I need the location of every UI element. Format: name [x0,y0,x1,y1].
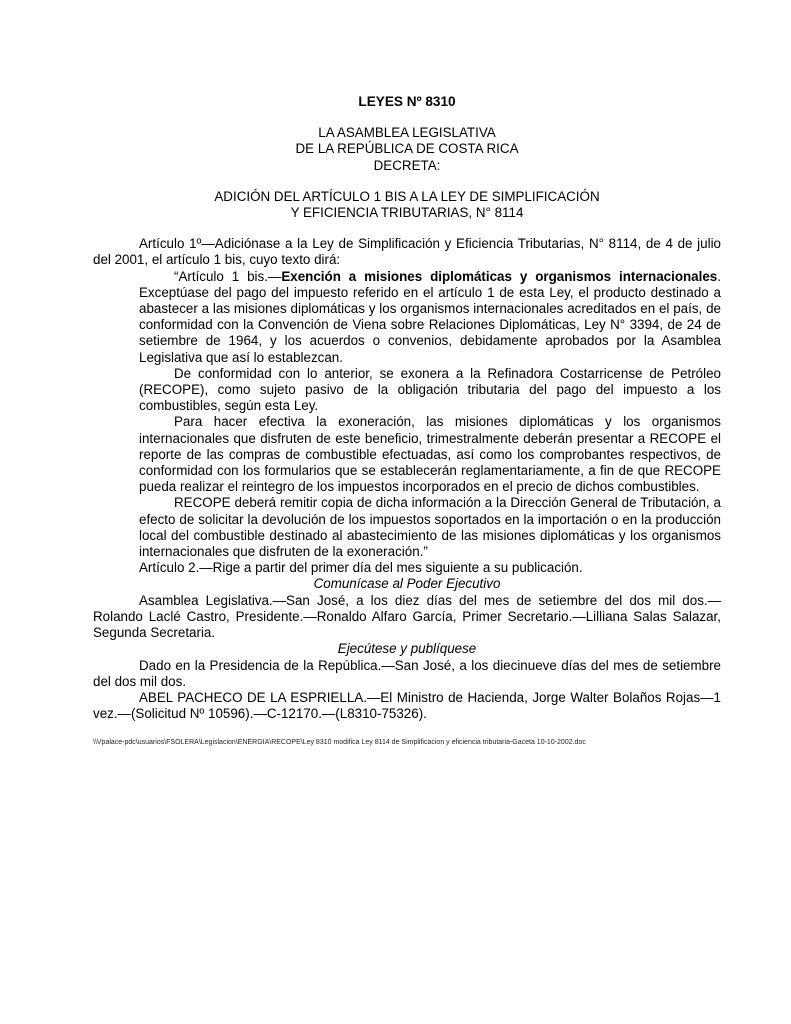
quote-paragraph-2: De conformidad con lo anterior, se exonera a la Refinadora Costarricense de Petróleo (RECOPE), como sujeto pasivo de la obligación tributaria del pago del impuesto a los combustibles, según esta Ley. [139,365,721,414]
article-1-intro: Artículo 1º—Adiciónase a la Ley de Simplificación y Eficiencia Tributarias, N° 8114, de 4 de julio del 2001, el artículo 1 bis, cuyo texto dirá: [93,236,721,268]
quote-paragraph-1 [139,269,721,366]
executive-signature: ABEL PACHECO DE LA ESPRIELLA.—El Ministro de Hacienda, Jorge Walter Bolaños Rojas—1 vez.—(Solicitud Nº 10596).—C-12170.—(L8310-75326). [93,689,721,722]
file-path-footer: \\Vpalace-pdc\usuarios\FSOLERA\Legislacion\ENERGIA\RECOPE\Ley 8310 modifica Ley 8114 de Simplificacion y eficiencia tributaria-Gaceta 10-10-2002.doc [93,739,586,747]
article-1-bis-quote [139,269,721,561]
header-line-3: DECRETA: [373,157,441,173]
quote-paragraph-3: Para hacer efectiva la exoneración, las misiones diplomáticas y los organismos internacionales que disfruten de este beneficio, trimestralmente deberán presentar a RECOPE el reporte de las compras de combustible efectuadas, así como los comprobantes respectivos, de conformidad con los formularios que se establecerán reglamentariamente, a fin de que RECOPE pueda realizar el reintegro de los impuestos incorporados en el precio de dichos combustibles. [139,414,721,495]
document-page [93,94,721,747]
quote-lead: “Artículo 1 bis.— [174,268,282,284]
quote-p1-rest: . Exceptúase del pago del impuesto referido en el artículo 1 de esta Ley, el producto destinado a abastecer a las misiones diplomáticas y los organismos internacionales acreditados en el país, de conformidad con la Convención de Viena sobre Relaciones Diplomáticas, Ley N° 3394, de 24 de setiembre de 1964, y los acuerdos o convenios, debidamente aprobados por la Asamblea Legislativa que así lo establezcan. [139,268,721,365]
subject-line-2: Y EFICIENCIA TRIBUTARIAS, N° 8114 [290,205,524,221]
quote-bold-heading: Exención a misiones diplomáticas y organismos internacionales [281,268,718,284]
ejecutese-line: Ejecútese y publíquese [337,641,477,657]
subject-line-1: ADICIÓN DEL ARTÍCULO 1 BIS A LA LEY DE SIMPLIFICACIÓN [214,188,600,204]
enacting-authority [93,125,721,174]
header-line-1: LA ASAMBLEA LEGISLATIVA [318,125,496,141]
article-2: Artículo 2.—Rige a partir del primer día del mes siguiente a su publicación. [139,560,583,576]
comuniquese-line: Comunícase al Poder Ejecutivo [313,576,501,592]
document-title: LEYES Nº 8310 [358,94,456,109]
dado-paragraph: Dado en la Presidencia de la República.—San José, a los diecinueve días del mes de setiembre del dos mil dos. [93,657,721,689]
quote-paragraph-4: RECOPE deberá remitir copia de dicha información a la Dirección General de Tributación, a efecto de solicitar la devolución de los impuestos soportados en la importación o en la producción local del combustible destinado al abastecimiento de las misiones diplomáticas y los organismos internacionales que disfruten de la exoneración.” [139,495,721,560]
asamblea-signatures: Asamblea Legislativa.—San José, a los diez días del mes de setiembre del dos mil dos.— Rolando Laclé Castro, Presidente.—Ronaldo Alfaro García, Primer Secretario.—Lilliana Salas Salazar, Segunda Secretaria. [93,592,721,641]
header-line-2: DE LA REPÚBLICA DE COSTA RICA [295,141,519,157]
law-subject [93,189,721,221]
